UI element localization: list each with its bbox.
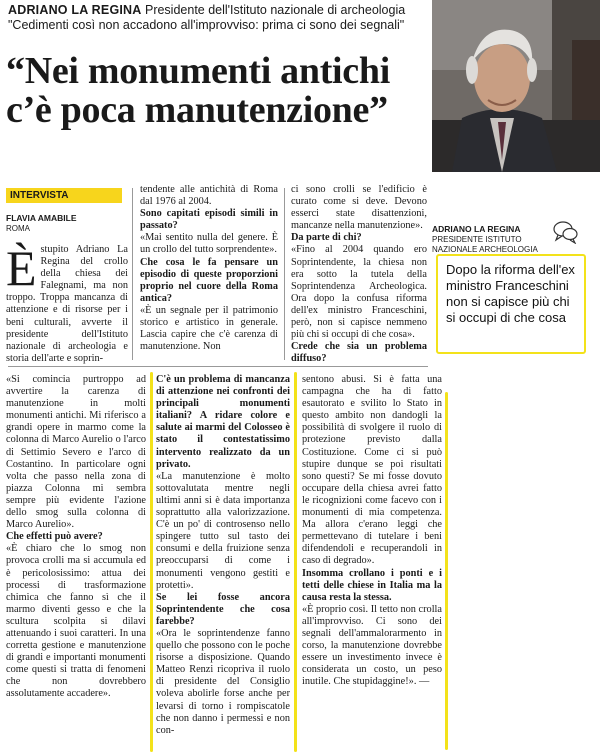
pull-quote: Dopo la riforma dell'ex ministro Franceschini non si capisce più chi si occupi di che cosa [436,254,586,354]
highlight-bar-right [445,392,448,750]
highlight-bar-middle [294,372,297,752]
column-2 [140,184,278,353]
question: C'è un problema di mancanza di attenzione nei confronti dei principali monumenti italiani? A ridare colore e salute ai marmi del Colosseo è stato il contestatissimo intervento realizzato da un privato. [156,374,290,470]
column-rule [132,188,133,360]
article-kicker [8,3,428,33]
interviewee-role: Presidente dell'Istituto nazionale di archeologia [144,3,406,17]
dateline: ROMA [6,224,30,233]
question: Che cosa le fa pensare un episodio di queste proporzioni proprio nel cuore della Roma antica? [140,256,278,304]
caption-line-2: NAZIONALE ARCHEOLOGIA [432,245,538,254]
speech-bubble-icon [553,220,579,244]
highlight-bar-left [150,372,153,752]
author-name: FLAVIA AMABILE [6,213,77,223]
drop-cap: È [6,240,37,296]
answer: «È proprio così. Il tetto non crolla all'improvviso. Ci sono dei segnali dell'ammalorarmento in corso, la manutenzione dovrebbe essere un investimento invece è considerata un costo, un peso inutile. Che stupidaggine!». — [302,603,442,688]
section-label: INTERVISTA [6,188,122,203]
question: Sono capitati episodi simili in passato? [140,208,278,232]
question: Insomma crollano i ponti e i tetti delle chiese in Italia ma la causa resta la stessa. [302,567,442,603]
paragraph: «Si comincia purtroppo ad avvertire la carenza di manutenzione in molti monumenti antichi. Mi riferisco a grandi opere in marmo come la colonna di Marco Aurelio o l'arco di Settimio Severo e l'arco di Costantino. In particolare ogni volta che passo nella zona di piazza Colonna mi sembra sempre più evidente l'azione dello smog sulla colonna di Marco Aurelio». [6,374,146,531]
subheadline: "Cedimenti così non accadono all'improvviso: prima ci sono dei segnali" [8,18,405,32]
column-1 [6,240,128,365]
headline-line-2: c’è poca manutenzione” [6,89,388,131]
interviewee-name: ADRIANO LA REGINA [8,3,142,17]
column-3 [291,184,427,365]
column-6 [302,374,442,688]
answer: «La manutenzione è molto sottovalutata mentre negli ultimi anni si è data importanza soprattutto alla valorizzazione. C'è un po' di controsenso nello spingere tutto sul tasto dei consumi e della fruizione senza preoccuparsi di come i monumenti vengono gestiti e protetti». [156,470,290,591]
question: Da parte di chi? [291,232,362,244]
section-divider [8,366,428,367]
paragraph: sentono abusi. Si è fatta una campagna che ha di fatto esautorato e svilito lo Stato in questo ambito non dandogli la possibilità di svolgere il ruolo di protezione previsto dalla Costituzione. Come ci si può stupire dunque se poi risultati sono questi? Se mi fosse dovuto occupare della chiesa avrei fatto le ricognizioni come facevo con i monumenti di mia competenza. Ma allora c'erano leggi che permettevano di tutelare i beni difendendoli e recuperandoli in caso di degrado». [302,374,442,567]
paragraph: stupito Adriano La Regina del crollo della chiesa dei Falegnami, ma non troppo. Troppa mancanza di attenzione e di risorse per i beni culturali, avverte il presidente dell'Istituto nazionale di archeologia e storia dell'arte e soprin- [6,244,128,364]
question: Che effetti può avere? [6,531,103,543]
answer: «È un segnale per il patrimonio storico e artistico in generale. Lascia capire che c'è carenza di manutenzione. Non [140,304,278,353]
headline [6,52,426,130]
answer: «Mai sentito nulla del genere. È un crollo del tutto sorprendente». [140,232,278,256]
answer: «Ora le soprintendenze fanno quello che possono con le poche risorse a disposizione. Quando Matteo Renzi ricopriva il ruolo di presidente del Consiglio voleva abolirle forse anche per levarsi di torno i rompiscatole che non danno i permessi e non con- [156,627,290,736]
question: Se lei fosse ancora Soprintendente che cosa farebbe? [156,591,290,627]
paragraph: tendente alle antichità di Roma dal 1976 al 2004. [140,184,278,208]
photo-caption [432,224,552,255]
portrait-photo [432,0,600,172]
paragraph: ci sono crolli se l'edificio è curato come si deve. Devono esserci state disattenzioni, mancanze nella manutenzione». [291,184,427,232]
byline [6,213,124,234]
answer: «È chiaro che lo smog non provoca crolli ma si accumula ed è pericolosissimo: attua dei processi di trasformazione chimica che fanno sì che il marmo diventi gesso e che la scultura scolpita si dilavi attenuando i suoi caratteri. In una corretta gestione e manutenzione di grandi e importanti monumenti come questi si tratta di fenomeni che non dovrebbero assolutamente accadere». [6,543,146,700]
answer: «Fino al 2004 quando ero Soprintendente, la chiesa non era sotto la tutela della Soprintendenza Archeologica. Ora dopo la confusa riforma dell'ex ministro Franceschini, però, non si capisce nemmeno più chi si occupi di che cosa». [291,244,427,341]
headline-line-1: “Nei monumenti antichi [6,50,390,92]
question: Crede che sia un problema diffuso? [291,341,427,365]
caption-name: ADRIANO LA REGINA [432,224,521,234]
column-4 [6,374,146,701]
column-rule [284,188,285,360]
caption-line-1: PRESIDENTE ISTITUTO [432,235,522,244]
column-5 [156,374,290,737]
